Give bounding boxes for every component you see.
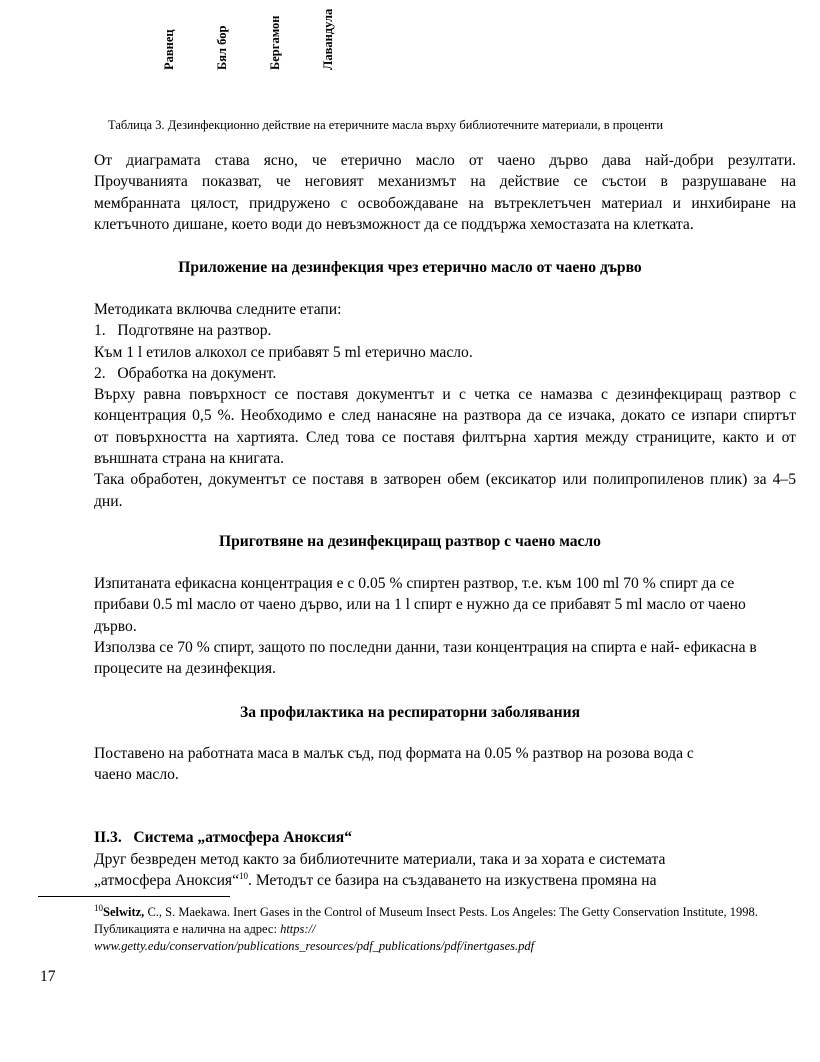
solution-paragraph [94,573,796,679]
footnote-reference: 10 [239,870,249,881]
text-line: Към 1 l етилов алкохол се прибавят 5 ml етерично масло. [94,343,473,361]
text-line: от повърхността на хартията. След това се поставя филтърна хартия между страниците, както и от [94,428,796,446]
step-label: 1. Подготвяне на разтвор. [94,322,272,340]
page-number: 17 [40,968,56,985]
text-line: Проучванията показват, че неговият механизмът на действие се състои в разрушаване на [94,173,796,191]
subsection-heading: II.3. Система „атмосфера Аноксия“ [94,829,353,846]
table-column-label: Бял бор [215,25,229,70]
text-line: дърво. [94,617,137,635]
text-line: Поставено на работната маса в малък съд, под формата на 0.05 % разтвор на розова вода с [94,745,694,762]
footnote-url: www.getty.edu/conservation/publications_resources/pdf_publications/pdf/inertgases.pdf [94,939,535,953]
text-line: Изпитаната ефикасна концентрация е с 0.05 % спиртен разтвор, т.е. към 100 ml 70 % спирт да се [94,575,735,592]
text-fragment: „атмосфера Аноксия“ [94,872,240,889]
text-line: Използва се 70 % спирт, защото по последни данни, тази концентрация на спирта е най- ефикасна в [94,638,757,656]
text-line: мембранната цялост, придружено с освобождаване на вътреклетъчен материал и инхибиране на [94,194,796,212]
footnote-number: 10 [94,902,103,913]
section-heading: За профилактика на респираторни заболявания [239,704,581,721]
footnote-url: https:// [280,922,316,936]
footnote-divider [38,896,230,897]
text-line: процесите на дезинфекция. [94,660,276,678]
intro-paragraph [94,150,796,235]
table-column-label: Лавандула [321,8,335,70]
method-paragraph [94,299,796,512]
section-heading: Приложение на дезинфекция чрез етерично масло от чаено дърво [178,259,642,276]
text-line: концентрация 0,5 %. Необходимо е след нанасяне на разтвора да се изчака, докато се изпари спиртът [94,407,796,425]
text-line: прибави 0.5 ml масло от чаено дърво, или на 1 l спирт е нужно да се прибавят 5 ml масло от чаено [94,596,746,614]
text-line: Методиката включва следните етапи: [94,301,342,318]
text-line [94,872,657,890]
text-line: Върху равна повърхност се поставя документът и с четка се намазва с дезинфекциращ разтвор с [94,386,796,404]
section-heading: Приготвяне на дезинфекциращ разтвор с чаено масло [219,533,601,550]
table-column-label: Равнец [162,29,176,70]
text-line: От диаграмата става ясно, че етерично масло от чаено дърво дава най-добри резултати. [94,152,796,169]
text-line: чаено масло. [94,766,179,784]
footnote-text: C., S. Maekawa. Inert Gases in the Control of Museum Insect Pests. Los Angeles: The Getty Conservation Institute, 1998. Публикацията е налична на адрес: [94,905,758,936]
footnote-author: Selwitz, [103,905,145,919]
text-fragment: . Методът се базира на създаването на изкуствена промяна на [248,872,657,889]
table-column-label: Бергамон [268,15,282,70]
text-line: Така обработен, документът се поставя в затворен обем (ексикатор или полипропиленов плик) за 4–5 [94,471,796,489]
step-label: 2. Обработка на документ. [94,364,277,382]
text-line: външната страна на книгата. [94,450,285,468]
prophylaxis-paragraph [94,743,796,786]
table-caption: Таблица 3. Дезинфекционно действие на етеричните масла върху библиотечните материали, в проценти [108,118,664,132]
text-line: дни. [94,492,123,510]
text-line: Друг безвреден метод както за библиотечните материали, така и за хората е системата [94,851,666,868]
footnote [94,904,784,955]
text-line: клетъчното дишане, което води до невъзможност да се поддържа хемостазата на клетката. [94,215,694,233]
